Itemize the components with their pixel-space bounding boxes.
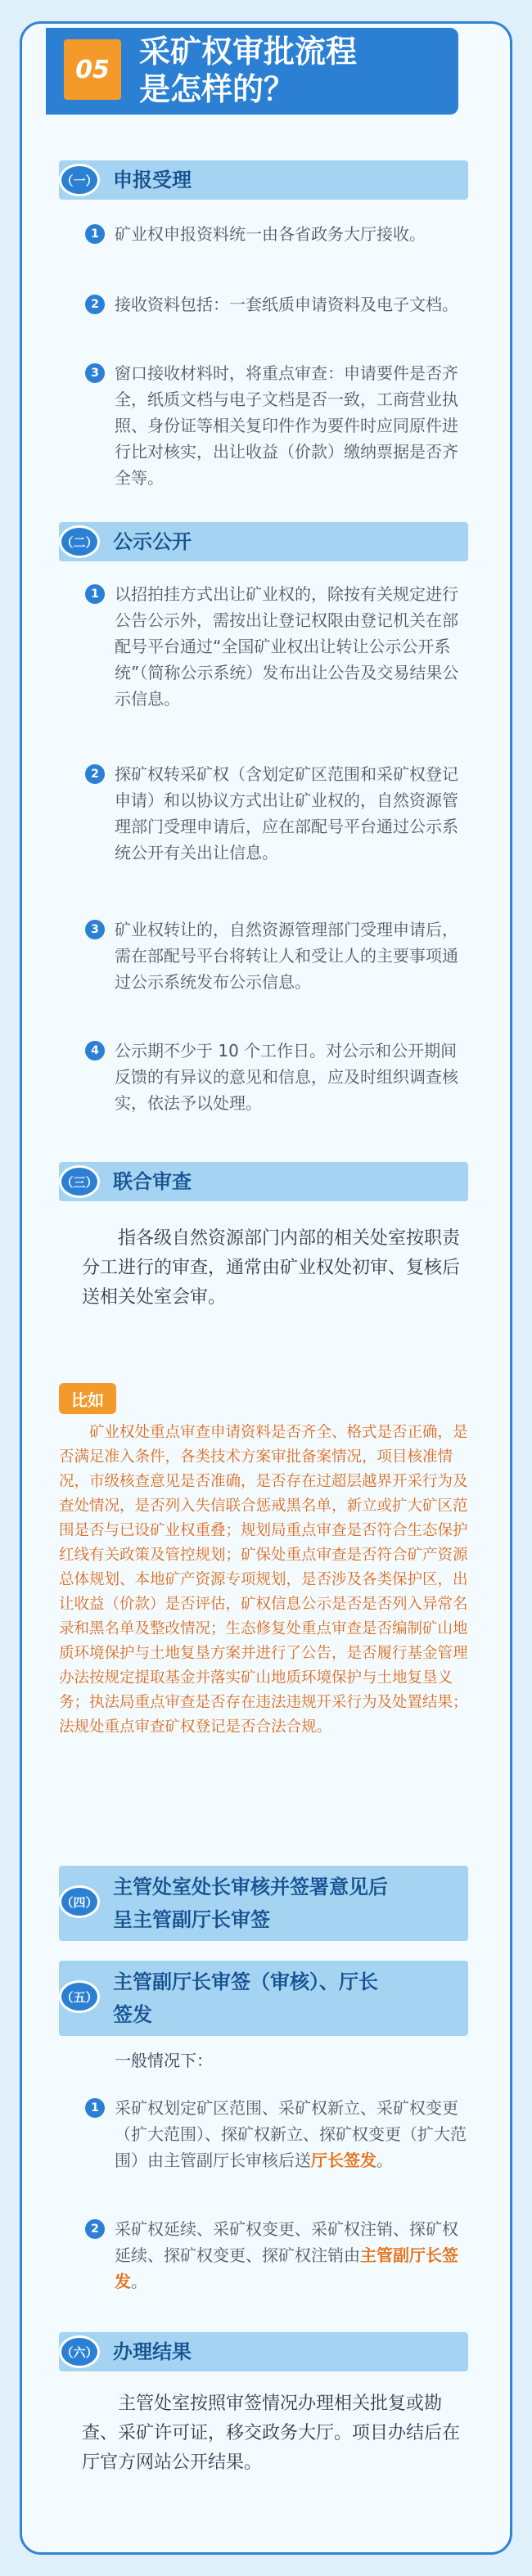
section-5-badge: （五） (59, 1980, 100, 2013)
number-2-icon: 2 (85, 764, 105, 784)
number-2-icon: 2 (85, 2219, 105, 2239)
list-item: 2 接收资料包括：一套纸质申请资料及电子文档。 (115, 291, 467, 317)
number-1-icon: 1 (85, 224, 105, 244)
section-6-paragraph: 主管处室按照审签情况办理相关批复或勘查、采矿许可证，移交政务大厅。项目办结后在厅官方网站公开结果。 (82, 2394, 461, 2473)
section-5-subheading: 一般情况下： (115, 2051, 213, 2070)
section-1-heading (59, 160, 468, 200)
section-5-title: 主管副厅长审签（审核）、厅长 签发 (113, 1970, 378, 2026)
example-tag: 比如 (59, 1383, 116, 1414)
section-1-badge: （一） (59, 164, 100, 196)
section-2-heading (59, 522, 468, 561)
section-2-badge: （二） (59, 525, 100, 558)
list-item: 1 矿业权申报资料统一由各省政务大厅接收。 (115, 221, 467, 247)
page-header (0, 28, 458, 115)
list-item: 2 采矿权延续、采矿权变更、采矿权注销、探矿权延续、探矿权变更、探矿权注销由主管副厅长签发。 (115, 2216, 467, 2295)
section-3-heading (59, 1162, 468, 1201)
list-item: 1 采矿权划定矿区范围、采矿权新立、采矿权变更（扩大范围）、探矿权新立、探矿权变更（扩大范围）由主管副厅长审核后送厅长签发。 (115, 2095, 467, 2173)
section-number: 05 (64, 39, 121, 100)
example-text: 矿业权处重点审查申请资料是否齐全、格式是否正确，是否满足准入条件，各类技术方案审批备案情况，项目核准情况，市级核查意见是否准确，是否存在过超层越界开采行为及查处情况，是否列入失信联合惩戒黑名单，新立或扩大矿区范围是否与已设矿业权重叠；规划局重点审查是否符合生态保护红线有关政策及管控规划；矿保处重点审查是否符合矿产资源总体规划、本地矿产资源专项规划，是否涉及各类保护区，出让收益（价款）是否评估，矿权信息公示是否是否列入异常名录和黑名单及整改情况；生态修复处重点审查是否编制矿山地质环境保护与土地复垦方案并进行了公告，是否履行基金管理办法按规定提取基金并落实矿山地质环境保护与土地复垦义务；执法局重点审查是否存在违法违规开采行为及处置结果；法规处重点审查矿权登记是否合法合规。 (59, 1424, 468, 1736)
list-item: 2 探矿权转采矿权（含划定矿区范围和采矿权登记申请）和以协议方式出让矿业权的，自然资源管理部门受理申请后，应在部配号平台通过公示系统公开有关出让信息。 (115, 761, 467, 866)
section-6-badge: （六） (59, 2335, 100, 2368)
list-item: 3 窗口接收材料时，将重点审查：申请要件是否齐全，纸质文档与电子文档是否一致，工商营业执照、身份证等相关复印件作为要件时应同原件进行比对核实，出让收益（价款）缴纳票据是否齐全等。 (115, 360, 467, 491)
section-3-title: 联合审查 (113, 1170, 192, 1193)
section-3-badge: （三） (59, 1165, 100, 1198)
number-2-icon: 2 (85, 295, 105, 314)
section-4-badge: （四） (59, 1885, 100, 1918)
section-4-heading (59, 1866, 468, 1941)
section-6-heading (59, 2332, 468, 2371)
page-title: 采矿权审批流程 是怎样的？ (139, 34, 358, 107)
section-2-title: 公示公开 (113, 530, 192, 553)
number-1-icon: 1 (85, 2098, 105, 2118)
section-4-title: 主管处室处长审核并签署意见后 呈主管副厅长审签 (113, 1876, 388, 1931)
number-1-icon: 1 (85, 584, 105, 604)
section-5-heading (59, 1961, 468, 2036)
list-item: 4 公示期不少于 10 个工作日。对公示和公开期间反馈的有异议的意见和信息，应及时组织调查核实，依法予以处理。 (115, 1038, 467, 1116)
section-6-title: 办理结果 (113, 2340, 192, 2363)
number-4-icon: 4 (85, 1041, 105, 1061)
section-3-paragraph: 指各级自然资源部门内部的相关处室按职责分工进行的审查，通常由矿业权处初审、复核后送相关处室会审。 (82, 1228, 461, 1308)
section-1-title: 申报受理 (113, 169, 192, 191)
number-3-icon: 3 (85, 363, 105, 383)
list-item: 1 以招拍挂方式出让矿业权的，除按有关规定进行公告公示外，需按出让登记权限由登记机关在部配号平台通过“全国矿业权出让转让公示公开系统”（简称公示系统）发布出让公告及交易结果公示信息。 (115, 581, 467, 712)
number-3-icon: 3 (85, 920, 105, 939)
list-item: 3 矿业权转让的，自然资源管理部门受理申请后，需在部配号平台将转让人和受让人的主要事项通过公示系统发布公示信息。 (115, 916, 467, 995)
